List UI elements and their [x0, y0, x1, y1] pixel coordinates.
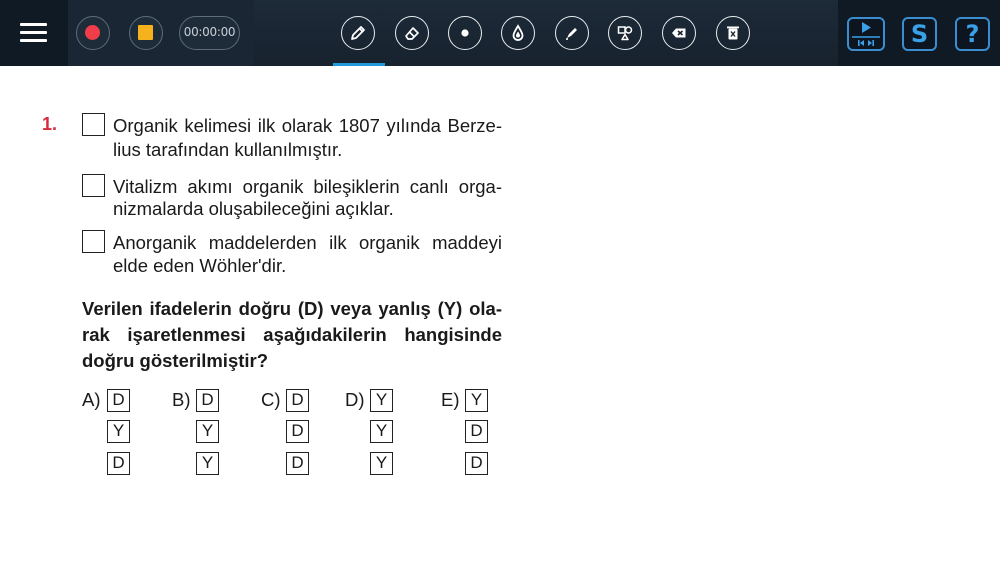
- question-prompt: [82, 296, 502, 374]
- option-c-mark-3: D: [286, 452, 309, 475]
- option-c-label[interactable]: C): [261, 389, 281, 410]
- option-d-mark-1: Y: [370, 389, 393, 412]
- option-b-mark-2: Y: [196, 420, 219, 443]
- record-icon: [85, 25, 100, 40]
- dot-tool-button[interactable]: [448, 16, 482, 50]
- option-b-mark-1: D: [196, 389, 219, 412]
- prompt-line-2: rak işaretlenmesi aşağıdakilerin hangisinde: [82, 324, 502, 345]
- toolbar: [0, 0, 1000, 66]
- stop-button[interactable]: [129, 16, 163, 50]
- option-c-mark-1: D: [286, 389, 309, 412]
- stop-icon: [138, 25, 153, 40]
- statement-2-line-1: Vitalizm akımı organik bileşiklerin canlı orga-: [113, 176, 502, 197]
- backspace-icon: [669, 23, 689, 43]
- statement-1-line-1: Organik kelimesi ilk olarak 1807 yılında Berze-: [113, 115, 502, 136]
- pen-tool-button[interactable]: [341, 16, 375, 50]
- option-b-label[interactable]: B): [172, 389, 191, 410]
- pen-icon: [348, 23, 368, 43]
- ink-drop-icon: [508, 23, 528, 43]
- dot-icon: [455, 23, 475, 43]
- prompt-line-3: doğru gösterilmiştir?: [82, 350, 269, 371]
- option-a-mark-3: D: [107, 452, 130, 475]
- s-logo-button[interactable]: [902, 17, 937, 51]
- option-d-label[interactable]: D): [345, 389, 365, 410]
- help-icon: ?: [965, 20, 980, 48]
- statement-3-line-2: elde eden Wöhler'dir.: [113, 255, 287, 276]
- shapes-tool-button[interactable]: [608, 16, 642, 50]
- ink-color-button[interactable]: [501, 16, 535, 50]
- shapes-icon: [615, 23, 635, 43]
- statement-1-line-2: lius tarafından kullanılmıştır.: [113, 139, 343, 160]
- statement-3-checkbox[interactable]: [82, 230, 105, 253]
- s-logo-icon: S: [910, 20, 929, 48]
- prompt-line-1: Verilen ifadelerin doğru (D) veya yanlış (Y) ola-: [82, 298, 502, 319]
- option-e-label[interactable]: E): [441, 389, 460, 410]
- option-e-mark-3: D: [465, 452, 488, 475]
- eraser-icon: [402, 23, 422, 43]
- recording-timer: 00:00:00: [179, 16, 240, 50]
- media-player-icon: [849, 19, 883, 49]
- eraser-tool-button[interactable]: [395, 16, 429, 50]
- highlighter-icon: [562, 23, 582, 43]
- highlighter-tool-button[interactable]: [555, 16, 589, 50]
- option-e-mark-1: Y: [465, 389, 488, 412]
- active-tool-indicator: [333, 63, 385, 66]
- option-b-mark-3: Y: [196, 452, 219, 475]
- statement-2-line-2: nizmalarda oluşabileceğini açıklar.: [113, 198, 394, 219]
- question-number: 1.: [42, 114, 58, 134]
- undo-clear-button[interactable]: [662, 16, 696, 50]
- option-e-mark-2: D: [465, 420, 488, 443]
- statement-3-line-1: Anorganik maddelerden ilk organik maddeyi: [113, 232, 502, 253]
- statement-2-checkbox[interactable]: [82, 174, 105, 197]
- delete-button[interactable]: [716, 16, 750, 50]
- option-d-mark-3: Y: [370, 452, 393, 475]
- option-a-mark-1: D: [107, 389, 130, 412]
- media-player-button[interactable]: [847, 17, 885, 51]
- statement-1-checkbox[interactable]: [82, 113, 105, 136]
- help-button[interactable]: [955, 17, 990, 51]
- option-a-mark-2: Y: [107, 420, 130, 443]
- trash-icon: [723, 23, 743, 43]
- menu-icon[interactable]: [20, 22, 47, 44]
- option-c-mark-2: D: [286, 420, 309, 443]
- record-button[interactable]: [76, 16, 110, 50]
- option-d-mark-2: Y: [370, 420, 393, 443]
- option-a-label[interactable]: A): [82, 389, 101, 410]
